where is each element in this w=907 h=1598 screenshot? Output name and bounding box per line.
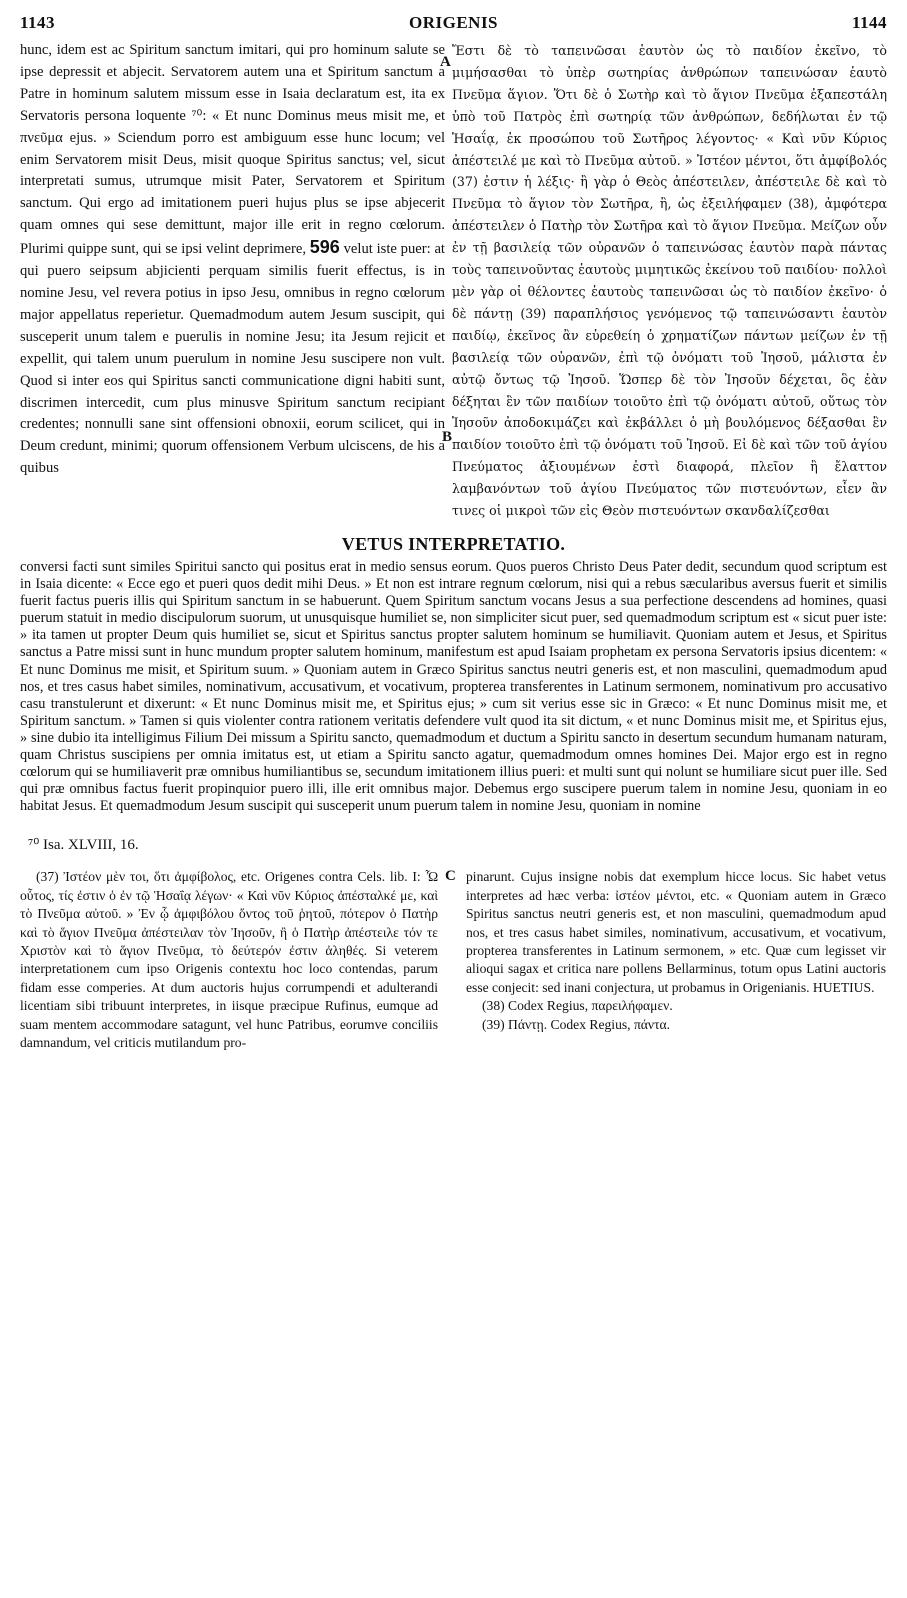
running-title: ORIGENIS bbox=[408, 13, 499, 32]
vetus-interpretatio-text: conversi facti sunt similes Spiritui sancto qui positus erat in medio sensus eorum. Quos pueros Christo Deus Pater dedit, secundum quod scriptum est in Isaia dicente: « Ecce ego et pueri quos dedit mihi Deus. » Et non est intrare regnum cœlorum, nisi qui a rebus sæcularibus aversus fuerit et similis fuerit factus pueris illis qui Spiritum sanctum in se habuerunt. Quem Spiritum sanctum vocans Jesus a sua perfectione descendens ad homines, quasi puerum statuit in medio discipulorum suorum, ut unusquisque humiliet se, non simpliciter sicut puer, sed quemadmodum scriptum est « sicut puer iste: » ita tamen ut propter Deum quis humiliet se, sicut et Spiritus sanctus propter salutem hominum se humiliavit. Quoniam autem et Jesus, et Spiritus sanctus a Patre missi sunt in hunc mundum propter salutem hominum, manifestum est apud Isaiam prophetam ex persona Servatoris ipsius dicentem: « Et nunc Dominus me misit, et Spiritum suum. » Quoniam autem in Græco Spiritus sanctus neutri generis est, et non masculini, quemadmodum apud nos, et tres casus habet similes, nominativum, accusativum, et vocativum, propterea transferentes in Latinum sermonem, nominativum pro accusativo casu transtulerunt et dixerunt: « Et nunc Dominus misit me, et Spiritus ejus; » cum sit verius esse sic in Græco: « Et nunc Dominus misit me, et Spiritum sanctum. » Tamen si quis violenter contra rationem veritatis defendere vult quod ita sit dictum, « et nunc Dominus misit me, et Spiritus ejus, » sine dubio ita intelligimus Filium Dei missum a Spiritu sancto, quemadmodum et ductum a Spiritu sancto in desertum secundum humanam naturam, quam Christus suscipiens per omnia imitatus est, ut etiam a Spiritu sancto agatur, quemadmodum omnes homines Dei. Major ergo est in regno cœlorum qui se humiliaverit præ omnibus humiliantibus se, secundum imitationem illius pueri: et multi sunt qui nolunt se humiliare sicut puer ille. Sed qui præ omnibus factus fuerit propinquior puero illi, ille erit omnibus major. Debemus ergo suscipere puerum talem in nomine Jesu, quoniam in eo habitat Jesus. Et quemadmodum Jesum suscipit qui susceperit unum puerum talem in nomine Jesu, quoniam in nomine bbox=[20, 558, 887, 815]
note-37-continued: pinarunt. Cujus insigne nobis dat exemplum hicce locus. Sic habet vetus interpretes ad hæc verba: ἰστέον μέντοι, etc. « Quoniam autem in Græco Spiritus sanctus neutri generis est, et non masculini, quemadmodum apud nos, et tres casus habet similes, nominativum, accusativum, et vocativum, propterea transferentes in Latinum sermonem, » etc. Quæ cum legisset vir alioqui sagax et critica nare pollens Bellarminus, totum opus Latini auctoris esse conjecit: sed inani conjectura, ut probamus in Origenianis. HUETIUS. bbox=[466, 869, 886, 995]
note-38: (38) Codex Regius, παρειλήφαμεν. bbox=[482, 998, 673, 1014]
page-header bbox=[20, 10, 887, 36]
greek-text: Ἔστι δὲ τὸ ταπεινῶσαι ἑαυτὸν ὡς τὸ παιδίον ἐκεῖνο, τὸ μιμήσασθαι τὸ ὑπὲρ σωτηρίας ἀνθρώπων ταπεινώσαν ἑαυτὸ Πνεῦμα ἅγιον. Ὅτι δὲ ὁ Σωτὴρ καὶ τὸ ἅγιον Πνεῦμα ἐξαπεστάλη ὑπὸ τοῦ Πατρὸς ἐπὶ σωτηρίᾳ τῶν ἀνθρώπων, δεδήλωται ἐν τῷ Ἡσαΐᾳ, ἐκ προσώπου τοῦ Σωτῆρος λέγοντος· « Καὶ νῦν Κύριος ἀπέστειλέ με καὶ τὸ Πνεῦμα αὐτοῦ. » Ἰστέον μέντοι, ὅτι ἀμφίβολός (37) ἐστιν ἡ λέξις· ἢ γὰρ ὁ Θεὸς ἀπέστειλεν, ἀπέστειλε δὲ καὶ τὸ Πνεῦμα τὸ ἅγιον τὸν Σωτῆρα, ἢ, ὡς ἐξειλήφαμεν (38), ἀμφότερα ἀπέστειλεν ὁ Πατὴρ τὸν Σωτῆρα καὶ τὸ ἅγιον Πνεῦμα. Μείζων οὖν ἐν τῇ βασιλείᾳ τῶν οὐρανῶν ὁ ταπεινώσας ἑαυτὸν παρὰ πάντας τοὺς ταπεινοῦντας ἑαυτοὺς μιμητικῶς ἐκείνου τοῦ παιδίου· πολλοὶ μὲν γὰρ οἱ θέλοντες ἑαυτοὺς ταπεινῶσαι ὡς τὸ παιδίον ἐκεῖνο· ὁ δὲ πάντῃ (39) παραπλήσιος γενόμενος τῷ ταπεινώσαντι ἑαυτὸν παιδίῳ, ἐκεῖνος ἂν εὑρεθείη ὁ χρηματίζων πάντων μείζων ἐν τῇ βασιλείᾳ τῶν οὐρανῶν, ἐπὶ τῷ ὀνόματι τοῦ Ἰησοῦ, μάλιστα ἐν αὐτῷ ὄντως τῷ Ἰησοῦ. Ὥσπερ δὲ τὸν Ἰησοῦν δέχεται, ὃς ἐὰν δέξηται ἓν τῶν παιδίων τοιοῦτο ἐπὶ τῷ ὀνόματι αὐτοῦ, οὕτως τὸν Ἰησοῦν ἀποδοκιμάζει καὶ ἐκβάλλει ὁ μὴ βουλόμενος δέξασθαι ἓν παιδίον τοιοῦτο ἐπὶ τῷ ὀνόματι τοῦ Ἰησοῦ. Εἰ δὲ καὶ τῶν τοῦ ἁγίου Πνεύματος ἀξιουμένων ἐστὶ διαφορά, πλεῖον ἢ ἔλαττον λαμβανόντων τοῦ ἁγίου Πνεύματος τῶν πιστευόντων, εἶεν ἂν τινες οἱ μικροὶ τῶν εἰς Θεὸν πιστευόντων σκανδαλίζεσθαι bbox=[452, 43, 887, 519]
latin-column bbox=[20, 40, 445, 522]
note-37: (37) Ἰστέον μὲν τοι, ὅτι ἀμφίβολος, etc. Origenes contra Cels. lib. I: Ὦ οὗτος, τίς ἐστιν ὁ ἐν τῷ Ἡσαΐᾳ λέγων· « Καὶ νῦν Κύριος ἀπέσταλκέ με, καὶ τὸ Πνεῦμα αὐτοῦ. » Ἐν ᾧ ἀμφιβόλου ὄντος τοῦ ῥητοῦ, πότερον ὁ Πατὴρ καὶ τὸ ἅγιον Πνεῦμα ἀπέστειλαν τὸν Ἰησοῦν, ἢ ὁ Πατὴρ ἀπέστειλε τόν τε Χριστὸν καὶ τὸ ἅγιον Πνεῦμα, τὸ δεύτερόν ἐστιν ἀληθές. Si veterem interpretationem cum ipso Origenis contextu hoc loco contendas, parum fidam esse comperies. At dum auctoris hujus corrumpendi et adulterandi licentiam sibi tribuunt interpretes, in iisque præcipue Rufinus, eumque ad suam mentem accommodare satagunt, vel hunc Patribus, eorumve conciliis damnandum, vel criticis mutilandum pro- bbox=[20, 869, 438, 1050]
greek-column bbox=[452, 40, 887, 522]
vetus-interpretatio-title: VETUS INTERPRETATIO. bbox=[341, 533, 566, 554]
latin-text-part-1: hunc, idem est ac Spiritum sanctum imitari, qui pro hominum salute se ipse depressit et abjecit. Servatorem autem una et Spiritum sanctum a Patre in hominum salutem missum esse in Isaia declaratum est, ita ex Servatoris persona loquente ⁷⁰: « Et nunc Dominus meus misit me, et πνεῦμα ejus. » Sciendum porro est ambiguum esse hunc locum; vel enim Servatorem misit Deus, misit quoque Spiritus sanctus; vel, sicut interpretati sumus, utrumque misit Pater, Servatorem et Spiritum sanctum. Qui ergo ad imitationem pueri hujus plus se ipse abjecerit quam omnes qui sese demittunt, major ille erit in regno cœlorum. Plurimi quippe sunt, qui se ipsi velint deprimere, bbox=[20, 42, 445, 258]
left-column-number: 1143 bbox=[20, 13, 56, 32]
margin-marker-c: C bbox=[445, 868, 456, 885]
latin-text-part-2: velut iste puer: at qui puero seipsum abjicienti perquam similis fuerit effectus, is in nomine Jesu, vel revera potius in ipso Jesu, omnibus in regno cœlorum major appellatus reperietur. Quemadmodum autem Jesum suscipit, qui susceperit unum talem e puerulis in nomine Jesu; ita Jesum rejicit et expellit, qui talem unum puerulum in nomine Jesu suscipere non vult. Quod si inter eos qui Spiritus sancti communicatione digni habiti sunt, discrimen intercedit, cum plus minusve Spiritum sanctum recipiant credentes; nonnulli sane sint offensioni obnoxii, eorum scilicet, qui in Deum credunt, minimi; quorum offensionem Verbum ulciscens, de his a quibus bbox=[20, 241, 445, 477]
notes-left-column bbox=[20, 868, 438, 1052]
note-39: (39) Πάντῃ. Codex Regius, πάντα. bbox=[482, 1016, 671, 1032]
scripture-footnote: ⁷⁰ Isa. XLVIII, 16. bbox=[28, 837, 139, 854]
margin-marker-a: A bbox=[440, 54, 451, 70]
main-columns bbox=[20, 40, 887, 522]
page-number-marker: 596 bbox=[309, 237, 340, 258]
editorial-notes bbox=[20, 868, 887, 1052]
notes-right-column bbox=[466, 868, 886, 1052]
margin-marker-b: B bbox=[442, 429, 453, 445]
page bbox=[20, 10, 887, 1588]
right-column-number: 1144 bbox=[851, 13, 887, 32]
